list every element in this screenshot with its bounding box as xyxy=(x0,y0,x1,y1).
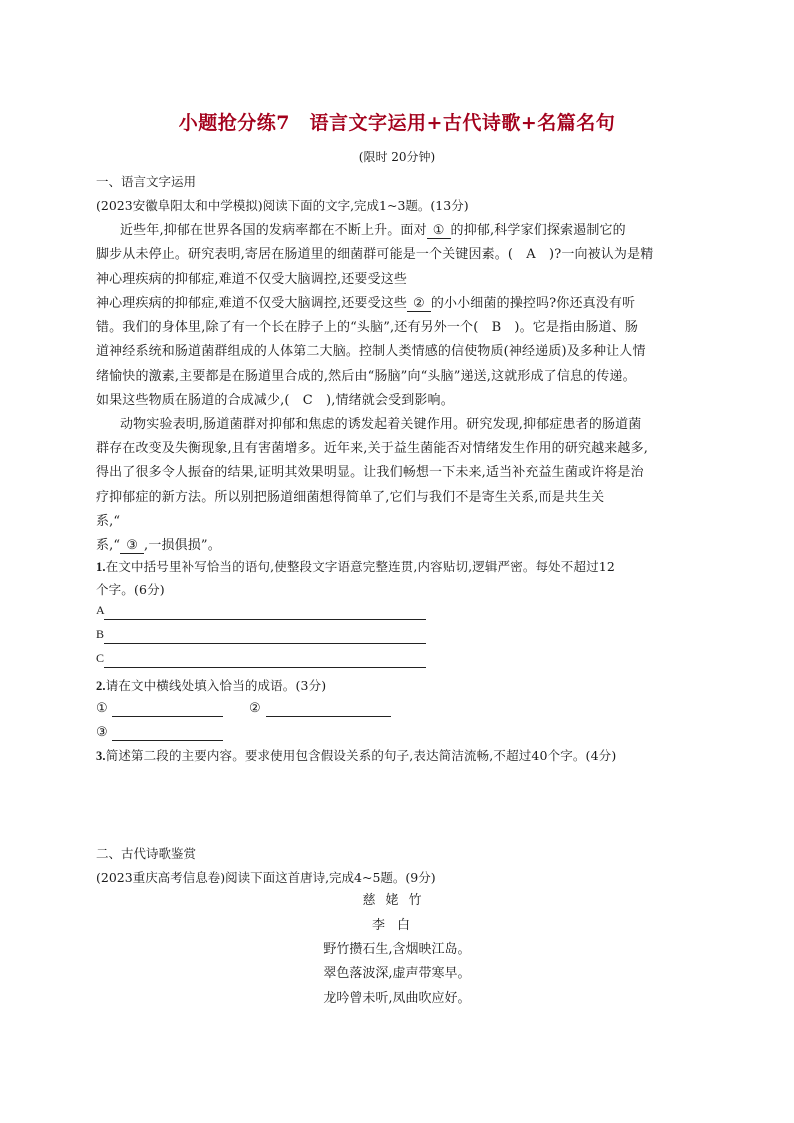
poem-line: 野竹攒石生,含烟映江岛。 xyxy=(323,942,471,957)
passage-line: 近些年,抑郁在世界各国的发病率都在不断上升。面对 ① 的抑郁,科学家们探索遏制它的 xyxy=(120,223,626,238)
answer-label-a: A xyxy=(96,603,105,617)
answer-line-a[interactable] xyxy=(104,619,426,620)
time-limit: (限时 20分钟) xyxy=(358,150,436,164)
answer-label-1: ① xyxy=(96,700,108,715)
poem-line: 翠色落波深,虚声带寒早。 xyxy=(323,966,471,981)
passage-line: 脚步从未停止。研究表明,寄居在肠道里的细菌群可能是一个关键因素。( A )?一向被认为是精 xyxy=(96,247,654,262)
passage-line: 错。我们的身体里,除了有一个长在脖子上的“头脑”,还有另外一个( B )。它是指由肠道、肠 xyxy=(96,320,639,335)
question-1: 1.在文中括号里补写恰当的语句,使整段文字语意完整连贯,内容贴切,逻辑严密。每处不超过12 xyxy=(96,559,615,574)
passage-line: 绪愉快的激素,主要都是在肠道里合成的,然后由“肠脑”向“头脑”递送,这就形成了信息的传递。 xyxy=(96,369,636,384)
answer-label-3: ③ xyxy=(96,724,108,739)
poem-line: 龙吟曾未听,凤曲吹应好。 xyxy=(323,991,471,1006)
question-1-cont: 个字。(6分) xyxy=(96,582,165,597)
section-source-1: (2023安徽阜阳太和中学模拟)阅读下面的文字,完成1~3题。(13分) xyxy=(96,198,469,213)
answer-line-3[interactable] xyxy=(112,740,223,741)
blank-3: ③ xyxy=(120,538,144,554)
answer-label-b: B xyxy=(96,627,105,641)
passage-line: 得出了很多令人振奋的结果,证明其效果明显。让我们畅想一下未来,适当补充益生菌或许将是治 xyxy=(96,465,644,480)
answer-label-2: ② xyxy=(249,700,261,715)
passage-line: 如果这些物质在肠道的合成减少,( C ),情绪就会受到影响。 xyxy=(96,393,454,408)
passage-line: 系,“ xyxy=(96,514,121,529)
answer-line-2[interactable] xyxy=(266,716,391,717)
answer-line-1[interactable] xyxy=(112,716,223,717)
blank-1: ① xyxy=(427,223,451,239)
passage-line: 动物实验表明,肠道菌群对抑郁和焦虑的诱发起着关键作用。研究发现,抑郁症患者的肠道菌 xyxy=(120,417,642,432)
blank-2: ② xyxy=(407,296,431,312)
section-source-2: (2023重庆高考信息卷)阅读下面这首唐诗,完成4~5题。(9分) xyxy=(96,870,436,885)
poem-author: 李白 xyxy=(371,918,422,933)
passage-line: 群存在改变及失衡现象,且有害菌增多。近年来,关于益生菌能否对情绪发生作用的研究越来越多, xyxy=(96,441,648,456)
question-3: 3.简述第二段的主要内容。要求使用包含假设关系的句子,表达简洁流畅,不超过40个字。(4分) xyxy=(96,748,617,763)
section-heading-1: 一、语言文字运用 xyxy=(96,174,197,189)
passage-line: 系,“ ③ ,一损俱损”。 xyxy=(96,538,221,553)
passage-line: 神心理疾病的抑郁症,难道不仅受大脑调控,还要受这些 xyxy=(96,272,408,287)
passage-line: 疗抑郁症的新方法。所以别把肠道细菌想得简单了,它们与我们不是寄生关系,而是共生关 xyxy=(96,490,605,505)
answer-line-c[interactable] xyxy=(104,667,426,668)
passage-line: 神心理疾病的抑郁症,难道不仅受大脑调控,还要受这些 ② 的小小细菌的操控吗?你还真没有听 xyxy=(96,296,636,311)
answer-line-b[interactable] xyxy=(104,643,426,644)
answer-label-c: C xyxy=(96,651,105,665)
section-heading-2: 二、古代诗歌鉴赏 xyxy=(96,846,197,861)
poem-title: 慈姥竹 xyxy=(362,893,432,908)
question-2: 2.请在文中横线处填入恰当的成语。(3分) xyxy=(96,678,327,693)
page-title: 小题抢分练7 语言文字运用+古代诗歌+名篇名句 xyxy=(178,112,616,134)
passage-line: 道神经系统和肠道菌群组成的人体第二大脑。控制人类情感的信使物质(神经递质)及多种让人情 xyxy=(96,344,646,359)
